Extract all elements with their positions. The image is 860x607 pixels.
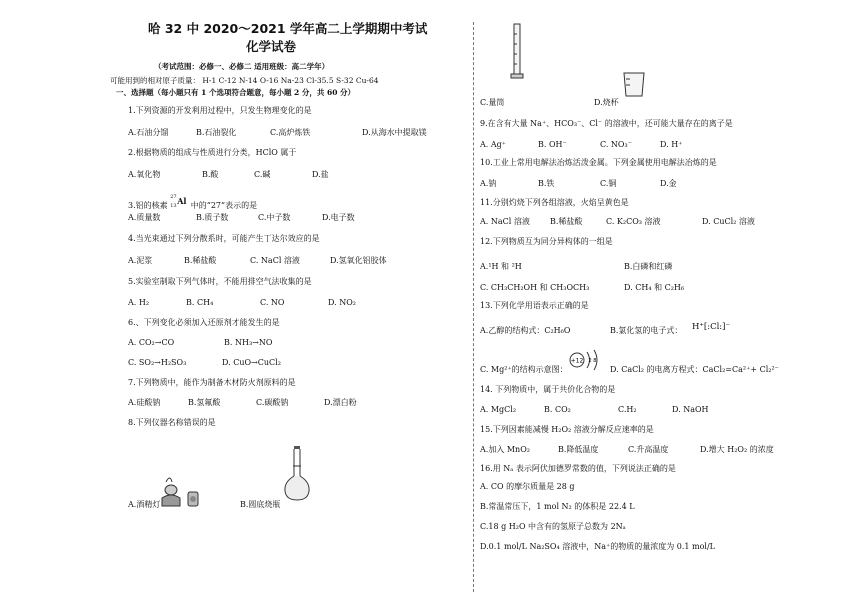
q10-option-d: D.金: [660, 179, 677, 188]
q1-option-d: D.从海水中提取镁: [362, 128, 427, 137]
q14-option-d: D. NaOH: [672, 405, 709, 414]
q15-option-c: C.升高温度: [628, 445, 669, 454]
svg-text:+12: +12: [570, 357, 584, 365]
q8-option-a: A.酒精灯: [128, 500, 161, 509]
exam-scope: （考试范围：必修一、必修二 适用班级：高二学年）: [154, 62, 330, 71]
q5-option-c: C. NO: [260, 298, 285, 307]
question-4: 4.当光束通过下列分散系时，可能产生丁达尔效应的是: [128, 234, 320, 243]
q7-option-a: A.硅酸钠: [128, 398, 161, 407]
q6-option-b: B. NH₃→NO: [224, 338, 273, 347]
aluminium-isotope: 27 13 Al: [170, 194, 187, 209]
question-15: 15.下列因素能减慢 H₂O₂ 溶液分解反应速率的是: [480, 425, 654, 434]
q4-option-b: B.稀盐酸: [184, 256, 217, 265]
question-1: 1.下列资源的开发利用过程中，只发生物理变化的是: [128, 106, 312, 115]
question-10: 10.工业上常用电解法冶炼活泼金属。下列金属使用电解法冶炼的是: [480, 158, 717, 167]
alcohol-lamp-image: [158, 474, 206, 510]
q15-option-d: D.增大 H₂O₂ 的浓度: [700, 445, 774, 454]
question-16: 16.用 Nₐ 表示阿伏加德罗常数的值，下列说法正确的是: [480, 464, 676, 473]
exam-title: 哈 32 中 2020～2021 学年高二上学期期中考试: [148, 21, 428, 36]
q16-option-b: B.常温常压下，1 mol N₂ 的体积是 22.4 L: [480, 502, 635, 511]
q16-option-c: C.18 g H₂O 中含有的氢原子总数为 2Nₐ: [480, 522, 626, 531]
q13-option-a: A.乙醇的结构式：C₂H₆O: [480, 326, 571, 335]
beaker-image: [620, 70, 648, 98]
q12-option-b: B.白磷和红磷: [624, 262, 673, 271]
q9-option-a: A. Ag⁺: [480, 140, 506, 149]
hcl-electron-formula: H⁺[:Cl:]⁻: [692, 322, 730, 332]
q8-option-b: B.圆底烧瓶: [240, 500, 281, 509]
q1-option-a: A.石油分馏: [128, 128, 169, 137]
question-11: 11.分别灼烧下列各组溶液，火焰呈黄色是: [480, 198, 629, 207]
graduated-cylinder-image: [510, 22, 524, 82]
q13-option-c: C. Mg²⁺的结构示意图：: [480, 365, 568, 374]
q4-option-c: C. NaCl 溶液: [250, 256, 300, 265]
q15-option-a: A.加入 MnO₂: [480, 445, 530, 454]
q3-text-end: 中的“27”表示的是: [190, 201, 258, 210]
q12-option-d: D. CH₄ 和 C₂H₆: [624, 283, 685, 292]
q9-option-b: B. OH⁻: [538, 140, 567, 149]
q10-option-b: B.铁: [538, 179, 555, 188]
mg-ion-diagram: [568, 348, 604, 372]
q12-option-c: C. CH₃CH₂OH 和 CH₃OCH₃: [480, 283, 590, 292]
question-9: 9.在含有大量 Na⁺、HCO₃⁻、Cl⁻ 的溶液中，还可能大量存在的离子是: [480, 119, 733, 128]
section-heading: 一、选择题（每小题只有 1 个选项符合题意，每小题 2 分，共 60 分）: [116, 88, 356, 97]
question-13: 13.下列化学用语表示正确的是: [480, 301, 589, 310]
q5-option-b: B. CH₄: [186, 298, 214, 307]
question-14: 14. 下列物质中，属于共价化合物的是: [480, 385, 616, 394]
q6-option-a: A. CO₂→CO: [128, 338, 175, 347]
q11-option-a: A. NaCl 溶液: [480, 217, 530, 226]
q9-option-c: C. NO₃⁻: [600, 140, 632, 149]
q2-option-a: A.氧化物: [128, 170, 161, 179]
q7-option-b: B.氢氟酸: [188, 398, 221, 407]
q15-option-b: B.降低温度: [558, 445, 599, 454]
q1-option-b: B.石油裂化: [196, 128, 237, 137]
q13-option-b: B.氯化氢的电子式：: [610, 326, 683, 335]
q5-option-d: D. NO₂: [328, 298, 356, 307]
svg-text:2 8: 2 8: [588, 358, 597, 364]
q5-option-a: A. H₂: [128, 298, 150, 307]
q2-option-d: D.盐: [312, 170, 329, 179]
q11-option-b: B.稀盐酸: [550, 217, 583, 226]
q2-option-c: C.碱: [254, 170, 271, 179]
q13-option-d: D. CaCl₂ 的电离方程式：CaCl₂=Ca²⁺+ Cl₂²⁻: [610, 365, 779, 374]
q11-option-c: C. K₂CO₃ 溶液: [606, 217, 661, 226]
column-divider: [473, 22, 474, 592]
q12-option-a: A.¹H 和 ²H: [480, 262, 522, 271]
q3-option-b: B.质子数: [196, 213, 229, 222]
q7-option-d: D.漂白粉: [324, 398, 357, 407]
q16-option-d: D.0.1 mol/L Na₂SO₄ 溶液中，Na⁺的物质的量浓度为 0.1 mol/L: [480, 542, 715, 551]
exam-subtitle: 化学试卷: [246, 39, 297, 54]
q8-option-d: D.烧杯: [594, 98, 619, 107]
q3-option-d: D.电子数: [322, 213, 355, 222]
question-6: 6.、下列变化必须加入还原剂才能发生的是: [128, 318, 280, 327]
q14-option-b: B. CO₂: [544, 405, 571, 414]
question-2: 2.根据物质的组成与性质进行分类，HClO 属于: [128, 148, 297, 157]
q3-option-a: A.质量数: [128, 213, 161, 222]
question-7: 7.下列物质中，能作为制备木材防火剂原料的是: [128, 378, 296, 387]
q2-option-b: B.酸: [202, 170, 219, 179]
q6-option-c: C. SO₂→H₂SO₃: [128, 358, 187, 367]
q8-option-c: C.量筒: [480, 98, 505, 107]
q3-text-start: 3.铝的核素: [128, 201, 168, 210]
q10-option-c: C.铜: [600, 179, 617, 188]
q9-option-d: D. H⁺: [660, 140, 683, 149]
q7-option-c: C.碳酸钠: [256, 398, 289, 407]
question-12: 12.下列物质互为同分异构体的一组是: [480, 237, 613, 246]
q14-option-c: C.H₂: [618, 405, 637, 414]
q4-option-a: A.泥浆: [128, 256, 153, 265]
q1-option-c: C.高炉炼铁: [270, 128, 311, 137]
q4-option-d: D.氢氧化铝胶体: [330, 256, 387, 265]
question-3: [128, 196, 257, 211]
question-5: 5.实验室制取下列气体时，不能用排空气法收集的是: [128, 277, 312, 286]
q3-option-c: C.中子数: [258, 213, 291, 222]
q11-option-d: D. CuCl₂ 溶液: [702, 217, 755, 226]
q6-option-d: D. CuO→CuCl₂: [222, 358, 281, 367]
atomic-masses: 可能用到的相对原子质量： H-1 C-12 N-14 O-16 Na-23 Cl-35.5 S-32 Cu-64: [110, 76, 379, 85]
q14-option-a: A. MgCl₂: [480, 405, 517, 414]
q10-option-a: A.钠: [480, 179, 497, 188]
q16-option-a: A. CO 的摩尔质量是 28 g: [480, 482, 575, 491]
volumetric-flask-image: [282, 444, 312, 502]
question-8: 8.下列仪器名称错误的是: [128, 418, 216, 427]
